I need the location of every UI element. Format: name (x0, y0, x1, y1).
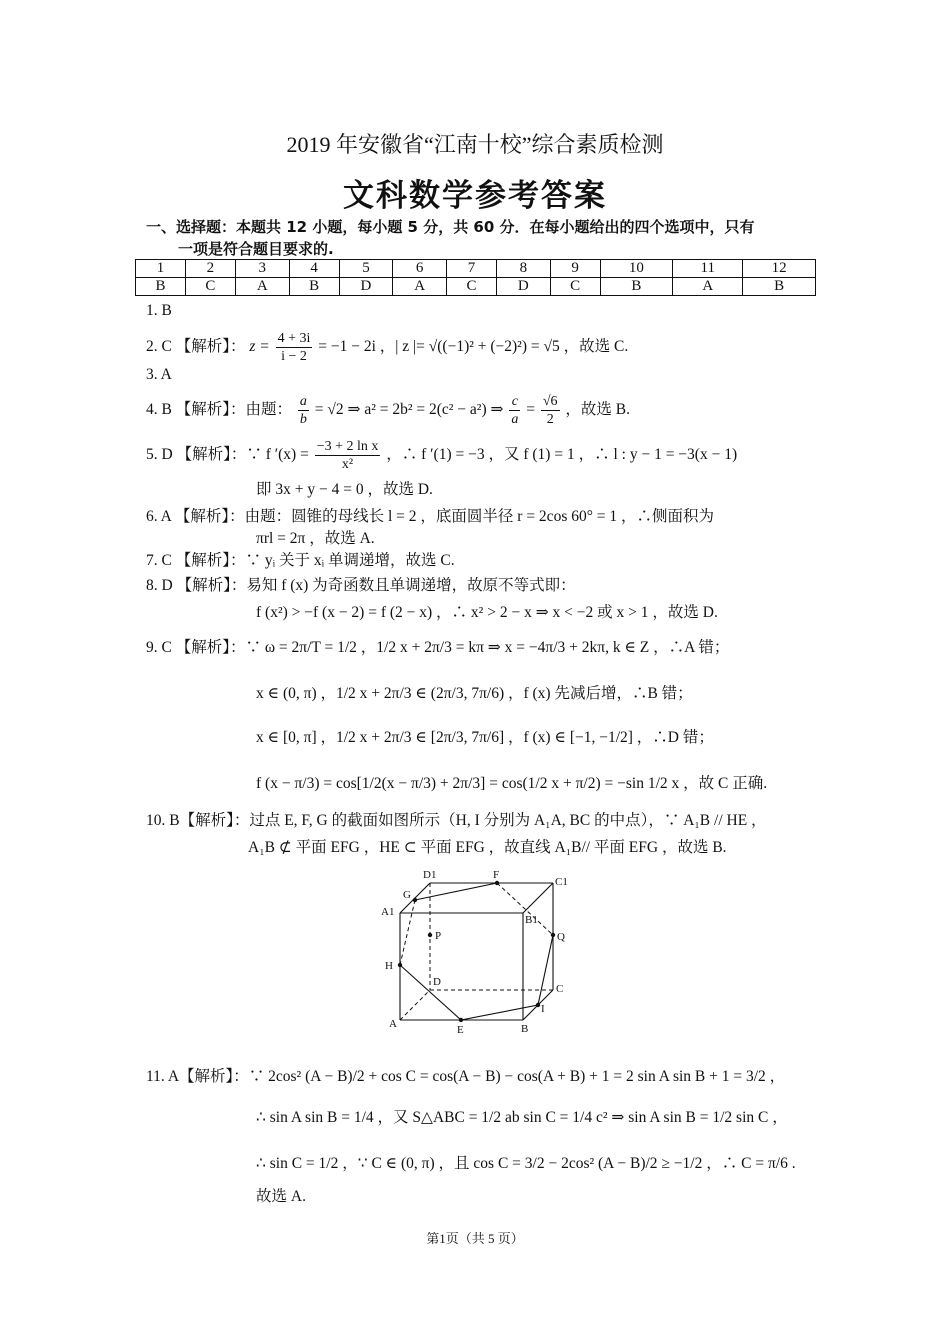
solution-5-head: 5. D 【解析】：∵ f ′(x) = (146, 446, 309, 464)
answer-table-number-cell: 4 (289, 260, 339, 278)
solution-11-line4: 故选 A. (256, 1188, 306, 1205)
answer-table-answer-cell: B (600, 278, 673, 296)
point-i (536, 1003, 540, 1007)
point-h (398, 963, 402, 967)
answer-table-number-cell: 10 (600, 260, 673, 278)
answer-table-answer-cell: D (339, 278, 393, 296)
solution-6-line2: πrl = 2π ，故选 A. (256, 530, 375, 547)
label-c: C (556, 983, 564, 995)
label-i: I (541, 1003, 545, 1015)
fraction-denominator: i − 2 (281, 349, 307, 364)
solution-11-line2: ∴ sin A sin B = 1/4 ，又 S△ABC = 1/2 ab sin C = 1/4 c² ⇒ sin A sin B = 1/2 sin C ， (256, 1109, 788, 1126)
section-heading-line1: 一、选择题：本题共 12 小题，每小题 5 分，共 60 分．在每小题给出的四个选项中，只有 (146, 218, 755, 236)
point-g (413, 898, 417, 902)
answer-table-answer-cell: A (235, 278, 289, 296)
label-b1: B1 (525, 914, 538, 926)
fraction-numerator: 4 + 3i (277, 331, 311, 346)
document-title: 2019 年安徽省“江南十校”综合素质检测 (286, 132, 664, 157)
solution-2-eq-b: = −1 − 2i ，| z |= √((−1)² + (−2)²) = √5 ，故选 C. (318, 338, 629, 356)
solution-5 (146, 438, 737, 473)
solution-2 (146, 330, 628, 365)
point-f (495, 881, 499, 885)
label-f: F (493, 869, 500, 881)
label-g: G (403, 889, 411, 901)
answer-table-answer-row (136, 278, 816, 296)
solution-9-line4: f (x − π/3) = cos[1/2(x − π/3) + 2π/3] = cos(1/2 x + π/2) = −sin 1/2 x ，故 C 正确. (256, 775, 768, 792)
answer-table-number-cell: 5 (339, 260, 393, 278)
label-p: P (435, 930, 442, 942)
answer-table-answer-cell: B (289, 278, 339, 296)
solution-8-line1: 8. D 【解析】：易知 f (x) 为奇函数且单调递增，故原不等式即： (146, 577, 576, 594)
answer-table-answer-cell: B (136, 278, 186, 296)
solution-4-fraction-1 (298, 393, 309, 428)
answer-table-answer-cell: A (673, 278, 743, 296)
point-e (459, 1018, 463, 1022)
hidden-edge-ad (400, 990, 430, 1020)
answer-table-answer-cell: C (447, 278, 497, 296)
answer-table-number-cell: 11 (673, 260, 743, 278)
solution-3: 3. A (146, 366, 172, 383)
hidden-line-gh (400, 900, 415, 965)
label-b: B (521, 1023, 529, 1035)
fraction-denominator: a (511, 412, 519, 427)
answer-table-number-cell: 9 (550, 260, 600, 278)
answer-table-answer-cell: A (393, 278, 447, 296)
answer-table-number-cell: 8 (496, 260, 550, 278)
solution-4-fraction-3 (541, 393, 560, 428)
answer-table-answer-cell: C (550, 278, 600, 296)
solution-10-line2: A₁B ⊄ 平面 EFG ，HE ⊂ 平面 EFG ，故直线 A₁B// 平面 EFG ，故选 B. (248, 839, 727, 856)
solution-4-middle: = √2 ⇒ a² = 2b² = 2(c² − a²) ⇒ (314, 401, 504, 419)
solution-8-line2: f (x²) > −f (x − 2) = f (2 − x) ，∴ x² > 2 − x ⇒ x < −2 或 x > 1 ，故选 D. (256, 604, 718, 621)
document-subtitle: 文科数学参考答案 (343, 178, 607, 214)
point-q (551, 933, 555, 937)
solution-2-head: 2. C 【解析】： (146, 338, 246, 356)
solution-4-equals: = (526, 401, 535, 419)
answer-table-answer-cell: C (185, 278, 235, 296)
label-q: Q (557, 931, 565, 943)
label-a1: A1 (381, 906, 395, 918)
fraction-denominator: b (299, 412, 307, 427)
solution-2-eq-a: z = (249, 338, 270, 356)
solution-5-fraction (315, 438, 381, 473)
solution-10-line1: 10. B【解析】：过点 E, F, G 的截面如图所示（H, I 分别为 A₁A, BC 的中点），∵ A₁B // HE ， (146, 812, 767, 829)
fraction-denominator: x² (341, 457, 354, 472)
section-heading-line2: 一项是符合题目要求的. (178, 240, 334, 258)
label-d: D (433, 976, 441, 988)
solution-9-line1: 9. C 【解析】：∵ ω = 2π/T = 1/2 ，1/2 x + 2π/3 = kπ ⇒ x = −4π/3 + 2kπ, k ∈ Z ，∴A 错； (146, 639, 730, 656)
page-footer: 第1页（共 5 页） (426, 1231, 524, 1246)
label-a: A (389, 1018, 397, 1030)
solution-7: 7. C 【解析】：∵ yᵢ 关于 xᵢ 单调递增，故选 C. (146, 552, 455, 569)
solution-11-line3: ∴ sin C = 1/2 ，∵ C ∈ (0, π) ，且 cos C = 3/2 − 2cos² (A − B)/2 ≥ −1/2 ，∴ C = π/6 . (256, 1155, 796, 1172)
solution-5-line2: 即 3x + y − 4 = 0 ，故选 D. (256, 481, 433, 498)
solution-4-tail: ，故选 B. (565, 401, 630, 419)
fraction-numerator: √6 (542, 394, 558, 409)
label-c1: C1 (555, 876, 568, 888)
answer-table-answer-cell: B (743, 278, 816, 296)
solution-9-line3: x ∈ [0, π] ，1/2 x + 2π/3 ∈ [2π/3, 7π/6] ，f (x) ∈ [−1, −1/2] ，∴D 错； (256, 729, 714, 746)
section-edge-heiq (400, 935, 553, 1020)
solution-6-line1: 6. A 【解析】：由题：圆锥的母线长 l = 2 ，底面圆半径 r = 2cos 60° = 1 ，∴侧面积为 (146, 508, 715, 525)
answer-table-number-cell: 1 (136, 260, 186, 278)
solution-1: 1. B (146, 302, 172, 319)
answer-table-number-cell: 6 (393, 260, 447, 278)
label-d1: D1 (423, 869, 437, 881)
solution-5-tail: ，∴ f ′(1) = −3 ，又 f (1) = 1 ，∴ l : y − 1 = −3(x − 1) (386, 446, 738, 464)
cube-cross-section-figure (375, 865, 575, 1035)
label-h: H (385, 960, 393, 972)
edge-b1c1 (523, 883, 553, 913)
fraction-numerator: −3 + 2 ln x (316, 439, 379, 454)
solution-11-line1: 11. A【解析】：∵ 2cos² (A − B)/2 + cos C = cos(A − B) − cos(A + B) + 1 = 2 sin A sin B + 1 = 3/2 ， (146, 1068, 786, 1085)
answer-table-number-cell: 2 (185, 260, 235, 278)
answer-table-number-cell: 3 (235, 260, 289, 278)
answer-table-answer-cell: D (496, 278, 550, 296)
fraction-numerator: a (299, 394, 307, 409)
point-p (428, 933, 432, 937)
fraction-denominator: 2 (546, 412, 554, 427)
answer-table (135, 259, 816, 296)
answer-table-number-row (136, 260, 816, 278)
solution-4 (146, 393, 630, 428)
answer-table-number-cell: 12 (743, 260, 816, 278)
answer-table-number-cell: 7 (447, 260, 497, 278)
fraction-numerator: c (509, 393, 520, 411)
solution-4-fraction-2 (509, 393, 520, 428)
label-e: E (457, 1024, 464, 1035)
solution-9-line2: x ∈ (0, π) ，1/2 x + 2π/3 ∈ (2π/3, 7π/6) ，f (x) 先减后增，∴B 错； (256, 685, 693, 702)
solution-2-fraction (276, 330, 313, 365)
solution-4-head: 4. B 【解析】：由题： (146, 401, 292, 419)
